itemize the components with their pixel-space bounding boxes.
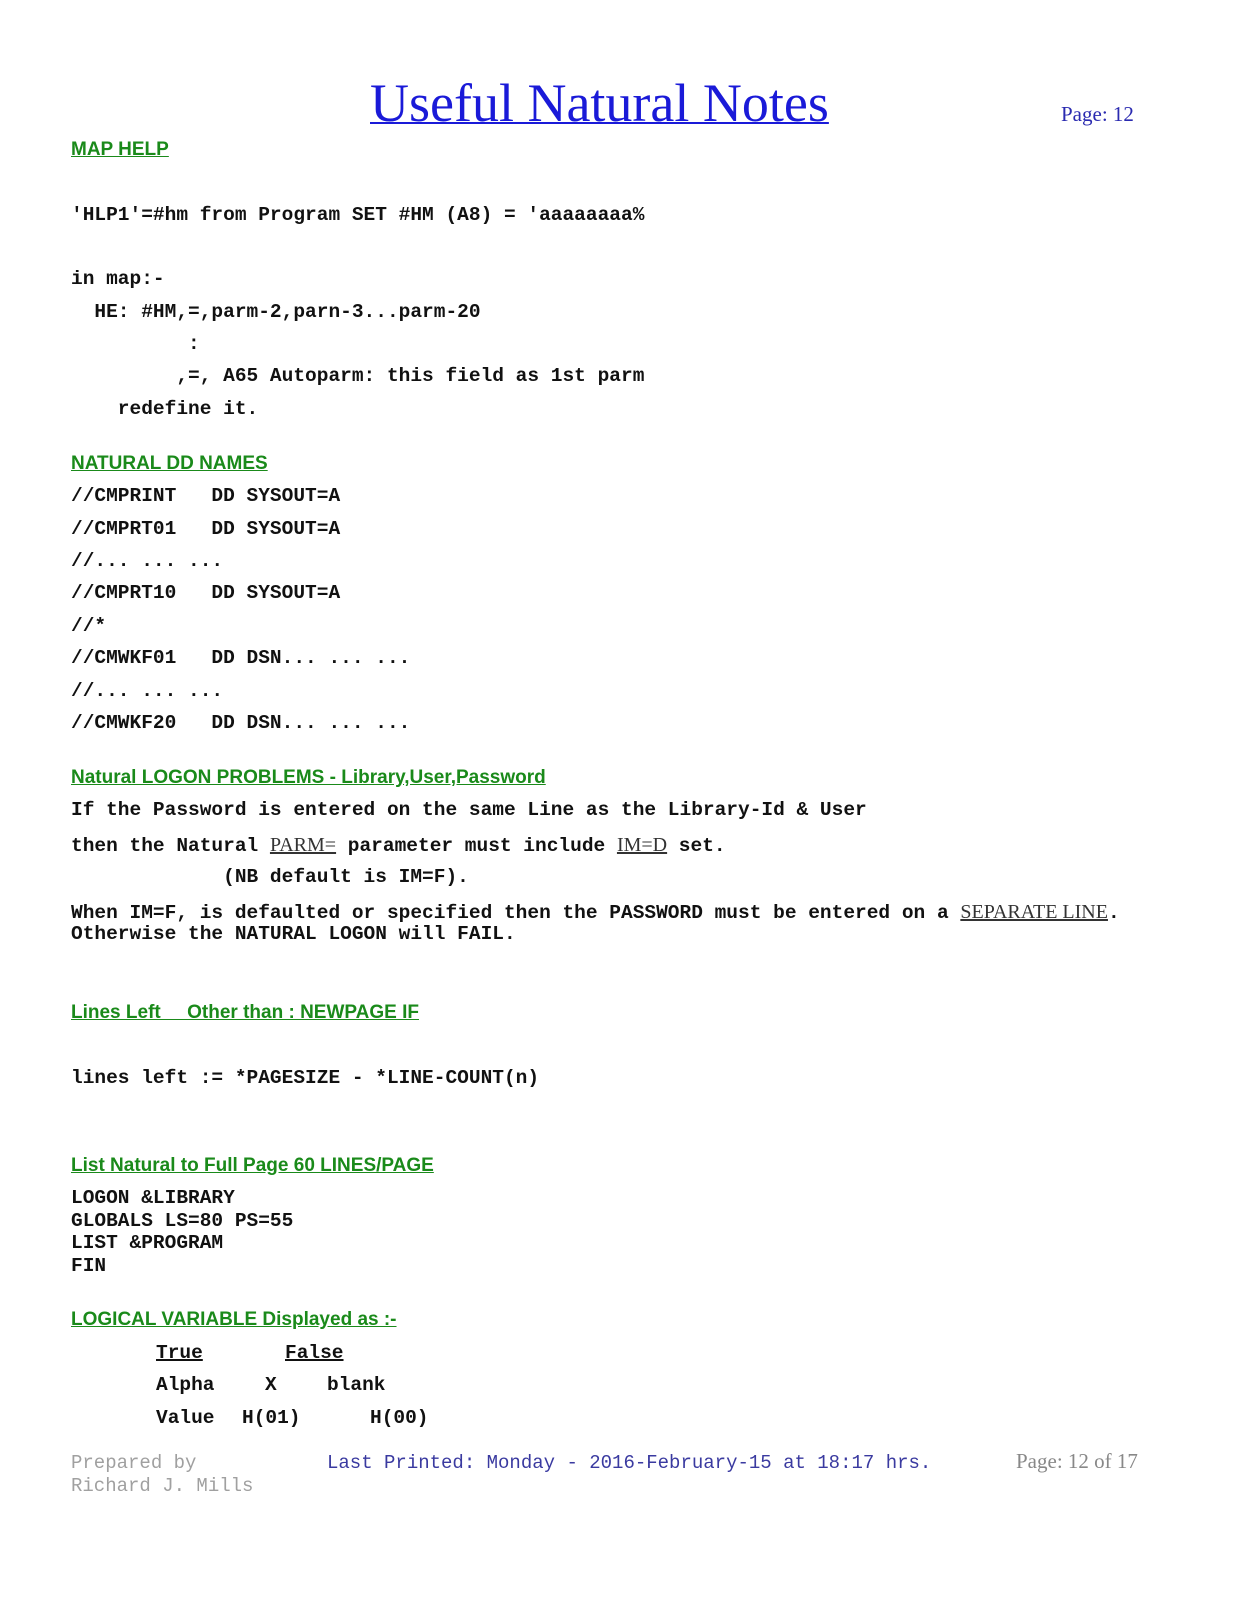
column-header-true: True (156, 1342, 203, 1364)
code-line: in map:- (71, 268, 165, 290)
parm-link[interactable]: PARM= (269, 834, 337, 856)
row-label-value: Value (156, 1407, 215, 1429)
code-line: LIST &PROGRAM (71, 1232, 224, 1254)
section-heading-map-help: MAP HELP (71, 139, 169, 160)
code-line: //CMPRT10 DD SYSOUT=A (71, 582, 341, 604)
text-segment: parameter must include (336, 835, 617, 857)
text-line: If the Password is entered on the same Line as the Library-Id & User (71, 799, 867, 821)
code-line: ,=, A65 Autoparm: this field as 1st parm (71, 365, 645, 387)
footer-author: Richard J. Mills (71, 1475, 254, 1497)
text-segment: set. (667, 835, 726, 857)
text-segment: When IM=F, is defaulted or specified then the PASSWORD must be entered on a (71, 902, 961, 924)
text-line (71, 902, 1120, 924)
section-heading-dd-names: NATURAL DD NAMES (71, 453, 268, 474)
code-line: //... ... ... (71, 550, 224, 572)
section-heading-lines-left: Lines Left Other than : NEWPAGE IF (71, 1002, 419, 1023)
code-line: LOGON &LIBRARY (71, 1187, 235, 1209)
im-d-link[interactable]: IM=D (616, 834, 668, 856)
code-line: redefine it. (71, 398, 259, 420)
value-false-value: H(00) (370, 1407, 429, 1429)
code-line: : (71, 333, 200, 355)
text-line: Otherwise the NATURAL LOGON will FAIL. (71, 923, 516, 945)
code-line: 'HLP1'=#hm from Program SET #HM (A8) = 'aaaaaaaa% (71, 204, 645, 226)
section-heading-list-full: List Natural to Full Page 60 LINES/PAGE (71, 1155, 434, 1176)
text-line (71, 835, 726, 857)
value-true-value: H(01) (242, 1407, 301, 1429)
code-line: //CMPRINT DD SYSOUT=A (71, 485, 341, 507)
footer-last-printed: Last Printed: Monday - 2016-February-15 at 18:17 hrs. (327, 1452, 932, 1474)
section-heading-logon: Natural LOGON PROBLEMS - Library,User,Password (71, 767, 546, 788)
section-heading-logical: LOGICAL VARIABLE Displayed as :- (71, 1309, 397, 1330)
code-line: //... ... ... (71, 680, 224, 702)
code-line: GLOBALS LS=80 PS=55 (71, 1210, 294, 1232)
text-line: (NB default is IM=F). (71, 866, 469, 888)
separate-line-link[interactable]: SEPARATE LINE (960, 901, 1108, 923)
code-line: //CMWKF01 DD DSN... ... ... (71, 647, 411, 669)
page-number: Page: 12 (1061, 102, 1134, 126)
code-line: lines left := *PAGESIZE - *LINE-COUNT(n) (71, 1067, 540, 1089)
text-segment: . (1107, 902, 1120, 924)
footer-page-number: Page: 12 of 17 (1016, 1449, 1138, 1473)
column-header-false: False (285, 1342, 344, 1364)
text-segment: then the Natural (71, 835, 270, 857)
alpha-true-value: X (265, 1374, 277, 1396)
code-line: //* (71, 615, 107, 637)
code-line: //CMPRT01 DD SYSOUT=A (71, 518, 341, 540)
page-title: Useful Natural Notes (370, 73, 829, 133)
row-label-alpha: Alpha (156, 1374, 215, 1396)
code-line: FIN (71, 1255, 107, 1277)
code-line: HE: #HM,=,parm-2,parn-3...parm-20 (71, 301, 481, 323)
code-line: //CMWKF20 DD DSN... ... ... (71, 712, 411, 734)
alpha-false-value: blank (327, 1374, 386, 1396)
footer-prepared-by: Prepared by (71, 1452, 197, 1474)
